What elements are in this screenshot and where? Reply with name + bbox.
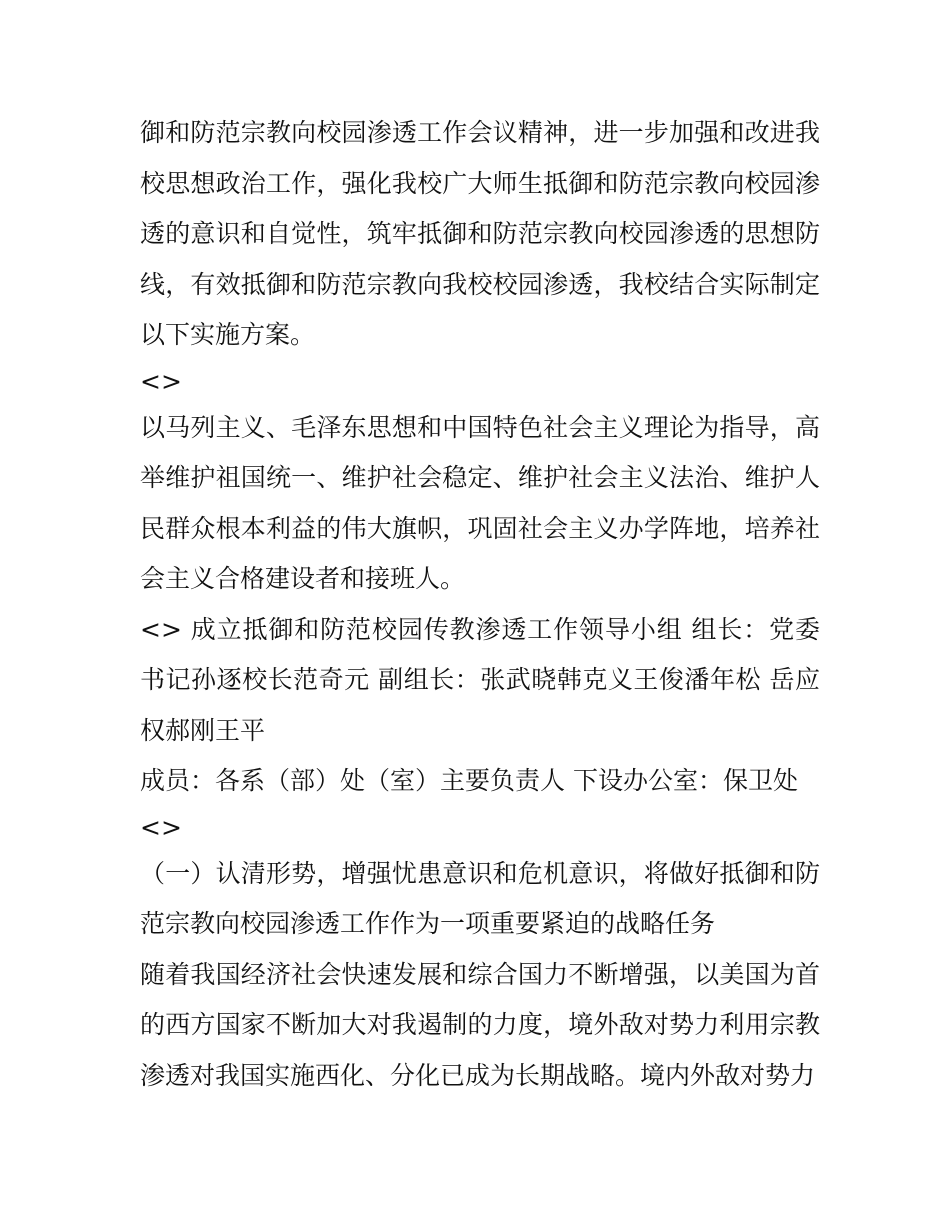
paragraph-heading-situation: （一）认清形势，增强忧患意识和危机意识，将做好抵御和防范宗教向校园渗透工作作为一项重要紧迫的战略任务 xyxy=(140,858,820,938)
paragraph-members: 成员：各系（部）处（室）主要负责人 下设办公室：保卫处 xyxy=(140,766,798,795)
paragraph-leading-group: <> 成立抵御和防范校园传教渗透工作领导小组 组长：党委书记孙逐校长范奇元 副组长：张武晓韩克义王俊潘年松 岳应权郝刚王平 xyxy=(140,614,820,745)
section-marker-1: <> xyxy=(140,366,182,396)
paragraph-guiding-ideology: 以马列主义、毛泽东思想和中国特色社会主义理论为指导，高举维护祖国统一、维护社会稳定、维护社会主义法治、维护人民群众根本利益的伟大旗帜，巩固社会主义办学阵地，培养社会主义合格建设者和接班人。 xyxy=(140,412,820,593)
paragraph-background: 随着我国经济社会快速发展和综合国力不断增强，以美国为首的西方国家不断加大对我遏制的力度，境外敌对势力利用宗教渗透对我国实施西化、分化已成为长期战略。境内外敌对势力 xyxy=(140,959,820,1090)
section-marker-2: <> xyxy=(140,812,182,842)
document-body xyxy=(140,108,820,1101)
paragraph-intro: 御和防范宗教向校园渗透工作会议精神，进一步加强和改进我校思想政治工作，强化我校广大师生抵御和防范宗教向校园渗透的意识和自觉性，筑牢抵御和防范宗教向校园渗透的思想防线，有效抵御和防范宗教向我校校园渗透，我校结合实际制定以下实施方案。 xyxy=(140,118,820,349)
